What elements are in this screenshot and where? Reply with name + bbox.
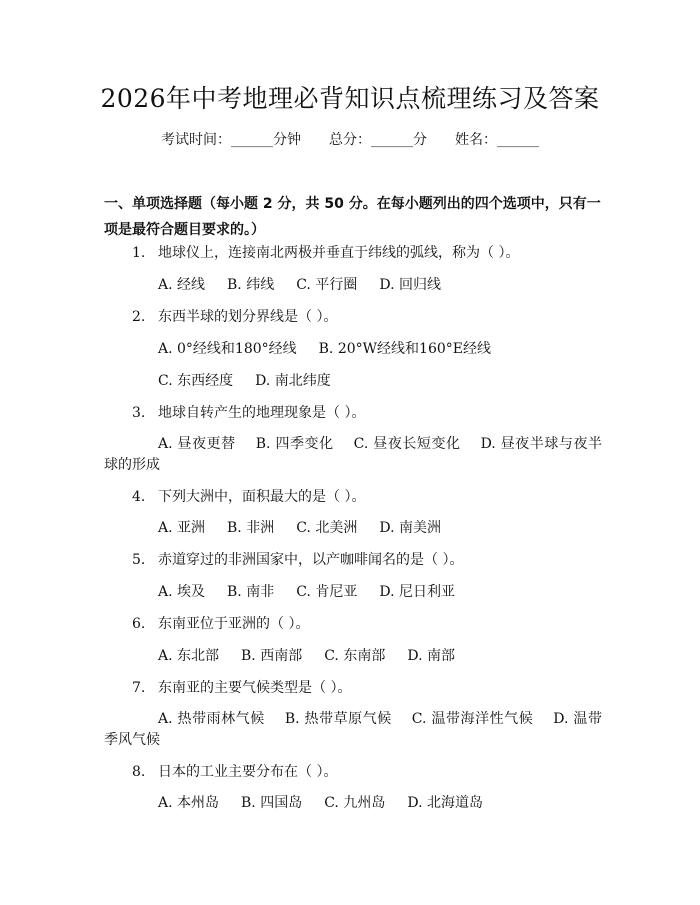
option-b: B. 西南部 bbox=[241, 648, 303, 664]
option-c: C. 北美洲 bbox=[296, 520, 358, 536]
question-number: 3. bbox=[132, 405, 146, 421]
option-a: A. 经线 bbox=[158, 277, 206, 293]
option-b: B. 20°W经线和160°E经线 bbox=[318, 341, 491, 357]
option-d: D. 尼日利亚 bbox=[379, 584, 455, 600]
question-2-options-row2 bbox=[158, 371, 353, 391]
question-number: 8. bbox=[132, 764, 146, 780]
question-number: 2. bbox=[132, 309, 146, 325]
question-3 bbox=[132, 403, 365, 423]
option-d: D. 温带季风气候 bbox=[104, 711, 602, 748]
question-number: 4. bbox=[132, 489, 146, 505]
option-d: D. 回归线 bbox=[379, 277, 441, 293]
question-6-options bbox=[158, 646, 477, 666]
option-b: B. 热带草原气候 bbox=[284, 711, 392, 727]
question-8-options bbox=[158, 793, 505, 813]
question-stem: 下列大洲中，面积最大的是（ ）。 bbox=[158, 489, 366, 505]
question-2-options bbox=[158, 339, 513, 359]
option-a: A. 热带雨林气候 bbox=[158, 711, 265, 727]
option-c: C. 温带海洋性气候 bbox=[411, 711, 534, 727]
exam-info-line: 考试时间：______分钟 总分：______分 姓名：______ bbox=[161, 132, 539, 148]
option-c: C. 平行圈 bbox=[296, 277, 358, 293]
section-heading: 一、单项选择题（每小题 2 分，共 50 分。在每小题列出的四个选项中，只有一项是最符合题目要求的。） bbox=[104, 196, 601, 238]
question-number: 5. bbox=[132, 552, 146, 568]
option-a: A. 亚洲 bbox=[158, 520, 206, 536]
option-d: D. 南部 bbox=[407, 648, 455, 664]
option-c: C. 东西经度 bbox=[158, 373, 234, 389]
option-a: A. 本州岛 bbox=[158, 795, 220, 811]
option-b: B. 南非 bbox=[227, 584, 275, 600]
option-c: C. 东南部 bbox=[324, 648, 386, 664]
option-c: C. 昼夜长短变化 bbox=[353, 436, 461, 452]
option-a: A. 0°经线和180°经线 bbox=[158, 341, 297, 357]
option-c: C. 肯尼亚 bbox=[296, 584, 358, 600]
option-b: B. 纬线 bbox=[227, 277, 275, 293]
question-number: 1. bbox=[132, 245, 146, 261]
question-number: 6. bbox=[132, 616, 146, 632]
question-6 bbox=[132, 614, 309, 634]
option-a: A. 昼夜更替 bbox=[158, 436, 236, 452]
question-8 bbox=[132, 762, 337, 782]
question-7 bbox=[132, 678, 351, 698]
page-title: 2026年中考地理必背知识点梳理练习及答案 bbox=[100, 84, 600, 113]
option-d: D. 南美洲 bbox=[379, 520, 441, 536]
option-d: D. 北海道岛 bbox=[407, 795, 483, 811]
option-b: B. 四季变化 bbox=[255, 436, 334, 452]
option-b: B. 四国岛 bbox=[241, 795, 303, 811]
question-stem: 日本的工业主要分布在（ ）。 bbox=[158, 764, 338, 780]
option-d: D. 昼夜半球与夜半球的形成 bbox=[104, 436, 602, 473]
question-1 bbox=[132, 243, 519, 263]
option-d: D. 南北纬度 bbox=[255, 373, 331, 389]
question-2 bbox=[132, 307, 337, 327]
option-a: A. 东北部 bbox=[158, 648, 220, 664]
question-stem: 东南亚位于亚洲的（ ）。 bbox=[158, 616, 310, 632]
question-4 bbox=[132, 487, 365, 507]
option-c: C. 九州岛 bbox=[324, 795, 386, 811]
question-stem: 东西半球的划分界线是（ ）。 bbox=[158, 309, 338, 325]
question-1-options bbox=[158, 275, 463, 295]
question-3-options bbox=[104, 434, 602, 476]
question-stem: 赤道穿过的非洲国家中，以产咖啡闻名的是（ ）。 bbox=[158, 552, 464, 568]
question-5-options bbox=[158, 582, 477, 602]
question-4-options bbox=[158, 518, 463, 538]
question-stem: 地球仪上，连接南北两极并垂直于纬线的弧线，称为（ ）。 bbox=[158, 245, 520, 261]
option-a: A. 埃及 bbox=[158, 584, 206, 600]
question-5 bbox=[132, 550, 463, 570]
question-number: 7. bbox=[132, 680, 146, 696]
question-stem: 东南亚的主要气候类型是（ ）。 bbox=[158, 680, 352, 696]
question-stem: 地球自转产生的地理现象是（ ）。 bbox=[158, 405, 366, 421]
question-7-options bbox=[104, 709, 602, 751]
option-b: B. 非洲 bbox=[227, 520, 275, 536]
